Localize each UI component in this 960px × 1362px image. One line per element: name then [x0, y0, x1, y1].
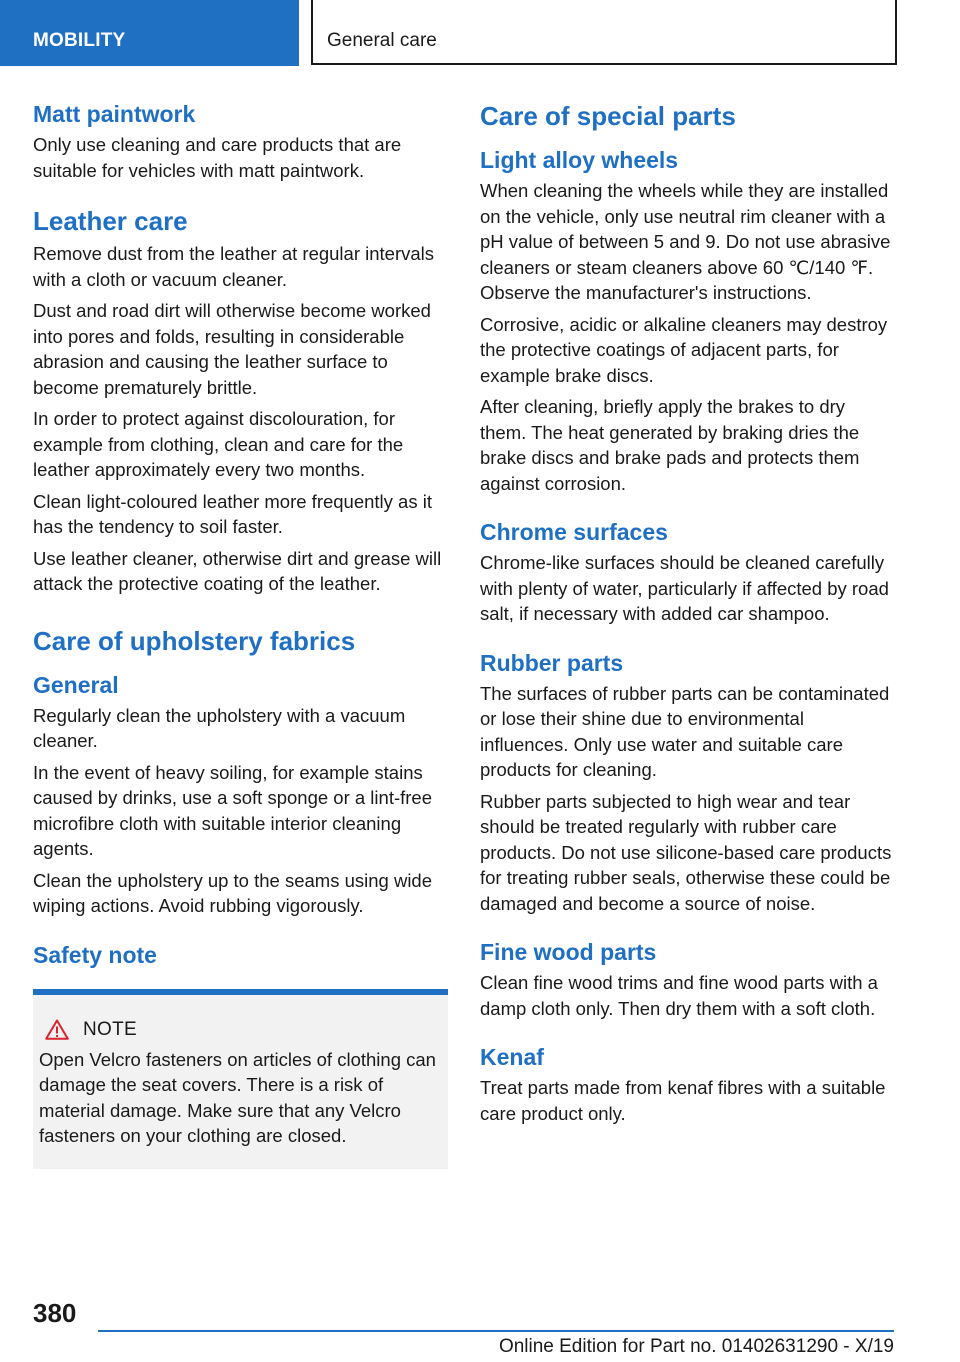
paragraph: Chrome-like surfaces should be cleaned carefully with plenty of water, particularly if affected by road salt, if necessary with added car shampoo.: [480, 552, 889, 624]
paragraph: Use leather cleaner, otherwise dirt and grease will attack the protective coating of the leather.: [33, 547, 442, 594]
header-chapter-box: [311, 0, 897, 65]
heading-safety-note: Safety note: [33, 941, 157, 968]
warning-triangle-icon: [45, 1019, 69, 1040]
heading-leather-care: Leather care: [33, 206, 188, 236]
paragraph: Clean light-coloured leather more frequently as it has the tendency to soil faster.: [33, 490, 432, 537]
note-label: NOTE: [83, 1018, 137, 1040]
heading-light-alloy-wheels: Light alloy wheels: [480, 147, 679, 173]
paragraph: The surfaces of rubber parts can be contaminated or lose their shine due to environmental influences. Only use water and suitable care products for cleaning.: [480, 682, 890, 780]
page-number: 380: [33, 1298, 77, 1328]
paragraph: Rubber parts subjected to high wear and tear should be treated regularly with rubber care products. Do not use silicone-based care products for treating rubber seals, otherwise these could be damaged and become a source of noise.: [480, 790, 892, 914]
paragraph: In order to protect against discolouration, for example from clothing, clean and care for the leather approximately every two months.: [33, 408, 404, 480]
header-section-label: MOBILITY: [33, 30, 126, 51]
footer-divider: [98, 1330, 894, 1332]
paragraph: Only use cleaning and care products that are suitable for vehicles with matt paintwork.: [33, 134, 402, 181]
heading-general: General: [33, 671, 119, 698]
note-header: [39, 1019, 442, 1041]
paragraph: When cleaning the wheels while they are installed on the vehicle, only use neutral rim cleaner with a pH value of between 5 and 9. Do not use abrasive cleaners or steam cleaners above 60 ℃/140 ℉. Observe the manufacturer's instructions.: [480, 180, 891, 303]
right-column: [480, 100, 896, 1132]
footer-edition: Online Edition for Part no. 01402631290 - X/19: [498, 1336, 894, 1357]
paragraph: In the event of heavy soiling, for example stains caused by drinks, use a soft sponge or a lint-free microfibre cloth with suitable interior cleaning agents.: [33, 761, 432, 859]
paragraph: Clean fine wood trims and fine wood parts with a damp cloth only. Then dry them with a soft cloth.: [480, 972, 878, 1019]
heading-fine-wood-parts: Fine wood parts: [480, 939, 657, 965]
note-text: Open Velcro fasteners on articles of clothing can damage the seat covers. There is a risk of material damage. Make sure that any Velcro fasteners on your clothing are closed.: [39, 1048, 436, 1146]
heading-rubber-parts: Rubber parts: [480, 649, 624, 676]
paragraph: Corrosive, acidic or alkaline cleaners may destroy the protective coatings of adjacent parts, for example brake discs.: [480, 313, 888, 386]
paragraph: Remove dust from the leather at regular intervals with a cloth or vacuum cleaner.: [33, 243, 435, 290]
heading-kenaf: Kenaf: [480, 1044, 544, 1070]
paragraph: Dust and road dirt will otherwise become worked into pores and folds, resulting in considerable abrasion and causing the leather surface to become prematurely brittle.: [33, 300, 431, 398]
heading-special-parts: Care of special parts: [480, 101, 736, 131]
heading-upholstery: Care of upholstery fabrics: [33, 625, 356, 656]
heading-matt-paintwork: Matt paintwork: [33, 101, 196, 127]
paragraph: Clean the upholstery up to the seams using wide wiping actions. Avoid rubbing vigorously.: [33, 869, 433, 916]
left-column: [33, 100, 448, 1169]
paragraph: Regularly clean the upholstery with a vacuum cleaner.: [33, 704, 406, 751]
header-chapter-label: General care: [327, 30, 437, 51]
note-box: [33, 989, 448, 1169]
header-section-tab: [0, 0, 299, 66]
paragraph: After cleaning, briefly apply the brakes to dry them. The heat generated by braking dries the brake discs and brake pads and protects them against corrosion.: [480, 396, 860, 494]
paragraph: Treat parts made from kenaf fibres with a suitable care product only.: [480, 1077, 886, 1124]
heading-chrome-surfaces: Chrome surfaces: [480, 519, 668, 545]
